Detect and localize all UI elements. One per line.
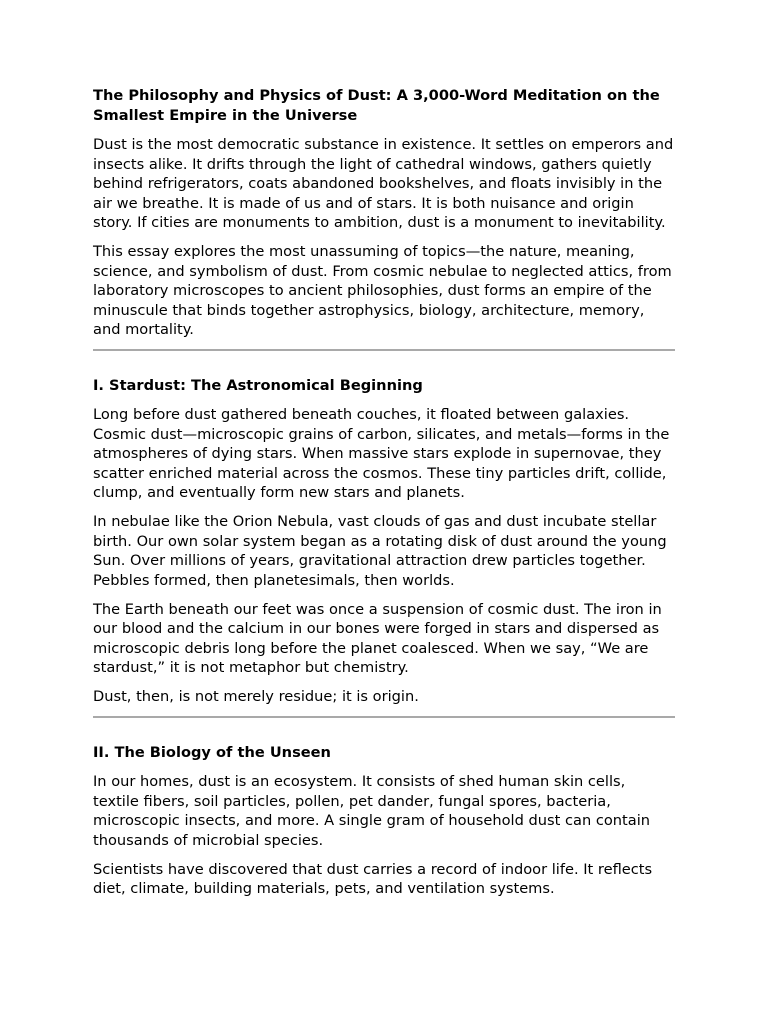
body-paragraph: In nebulae like the Orion Nebula, vast clouds of gas and dust incubate stellar birth. Our own solar system began as a rotating disk of dust around the young Sun. Over millions of years, gravitational attraction drew particles together. Pebbles formed, then planetesimals, then worlds. [93, 513, 667, 589]
body-paragraph: Dust, then, is not merely residue; it is origin. [93, 688, 419, 705]
body-paragraph: In our homes, dust is an ecosystem. It consists of shed human skin cells, textile fibers, soil particles, pollen, pet dander, fungal spores, bacteria, microscopic insects, and more. A single gram of household dust can contain thousands of microbial species. [93, 773, 651, 849]
document-title: The Philosophy and Physics of Dust: A 3,000-Word Meditation on the Smallest Empire in the Universe [93, 87, 660, 124]
body-paragraph: Scientists have discovered that dust carries a record of indoor life. It reflects diet, climate, building materials, pets, and ventilation systems. [93, 860, 653, 897]
body-paragraph: The Earth beneath our feet was once a suspension of cosmic dust. The iron in our blood and the calcium in our bones were forged in stars and dispersed as microscopic debris long before the planet coalesced. When we say, “We are stardust,” it is not metaphor but chemistry. [93, 600, 662, 676]
intro-paragraph: Dust is the most democratic substance in existence. It settles on emperors and insects alike. It drifts through the light of cathedral windows, gathers quietly behind refrigerators, coats abandoned bookshelves, and floats invisibly in the air we breathe. It is made of us and of stars. It is both nuisance and origin story. If cities are monuments to ambition, dust is a monument to inevitability. [93, 136, 674, 231]
section-heading: I. Stardust: The Astronomical Beginning [93, 377, 423, 394]
body-paragraph: Long before dust gathered beneath couches, it floated between galaxies. Cosmic dust—microscopic grains of carbon, silicates, and metals—forms in the atmospheres of dying stars. When massive stars explode in supernovae, they scatter enriched material across the cosmos. These tiny particles drift, collide, clump, and eventually form new stars and planets. [93, 406, 670, 501]
document-page [93, 86, 675, 908]
section-divider [93, 349, 675, 351]
section-heading: II. The Biology of the Unseen [93, 744, 331, 761]
section-divider [93, 716, 675, 718]
intro-paragraph: This essay explores the most unassuming of topics—the nature, meaning, science, and symbolism of dust. From cosmic nebulae to neglected attics, from laboratory microscopes to ancient philosophies, dust forms an empire of the minuscule that binds together astrophysics, biology, architecture, memory, and mortality. [93, 243, 672, 338]
